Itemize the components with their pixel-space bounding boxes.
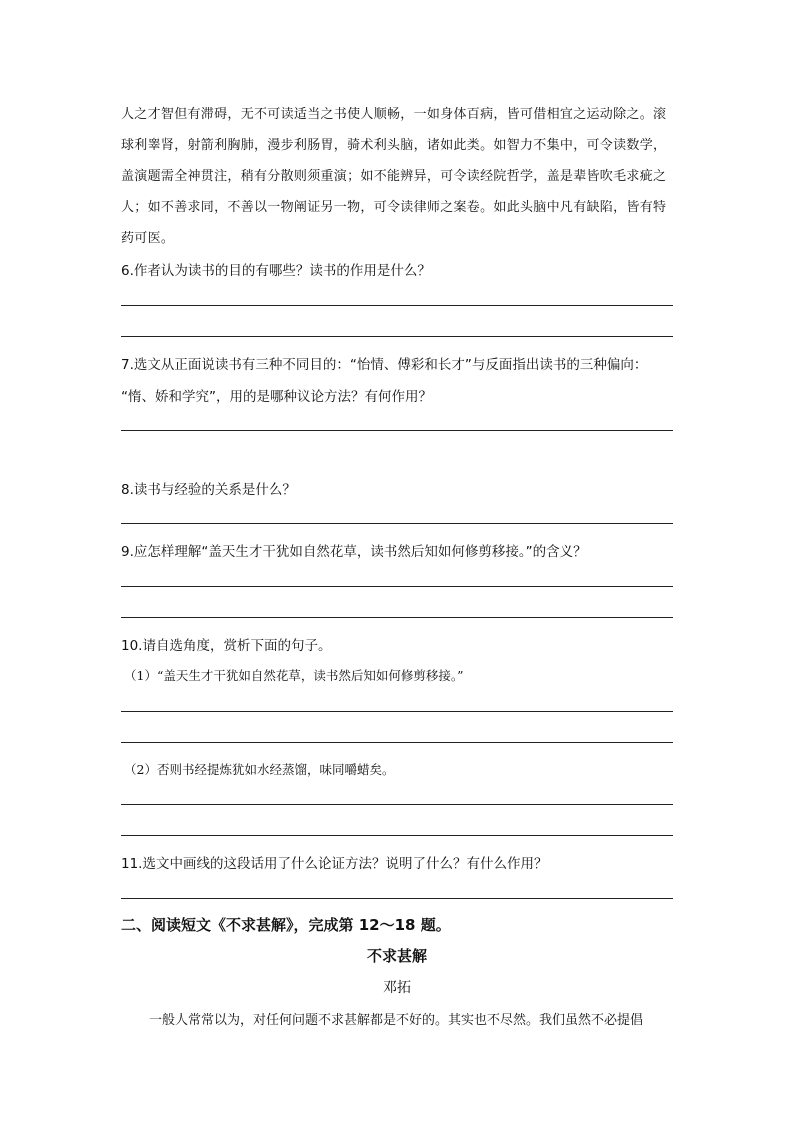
answer-line bbox=[121, 430, 673, 431]
question-9: 9.应怎样理解“盖天生才干犹如自然花草，读书然后知如何修剪移接。”的含义？ bbox=[121, 544, 587, 560]
question-10: 10.请自选角度，赏析下面的句子。 bbox=[121, 638, 332, 654]
answer-line bbox=[121, 586, 673, 587]
question-7-line-2: “惰、娇和学究”，用的是哪种议论方法？有何作用？ bbox=[121, 389, 432, 405]
answer-line bbox=[121, 523, 673, 524]
question-7-line-1: 7.选文从正面说读书有三种不同目的：“怡情、傅彩和长才”与反面指出读书的三种偏向： bbox=[121, 357, 648, 373]
answer-line bbox=[121, 898, 673, 899]
article-title: 不求甚解 bbox=[366, 947, 427, 965]
passage-text: 人之才智但有滞碍，无不可读适当之书使人顺畅，一如身体百病，皆可借相宜之运动除之。滚球利睾肾，射箭利胸肺，漫步利肠胃，骑术利头脑，诸如此类。如智力不集中，可令读数学，盖演题需全神贯注，稍有分散则须重演；如不能辨异，可令读经院哲学，盖是辈皆吹毛求疵之人；如不善求同，不善以一物阐证另一物，可令读律师之案卷。如此头脑中凡有缺陷，皆有特药可医。 bbox=[121, 107, 667, 246]
question-8: 8.读书与经验的关系是什么？ bbox=[121, 482, 296, 498]
question-6: 6.作者认为读书的目的有哪些？读书的作用是什么？ bbox=[121, 263, 431, 279]
answer-line bbox=[121, 804, 673, 805]
answer-line bbox=[121, 742, 673, 743]
article-author: 邓拓 bbox=[383, 980, 411, 996]
answer-line bbox=[121, 617, 673, 618]
section-heading: 二、阅读短文《不求甚解》，完成第 12～18 题。 bbox=[121, 916, 451, 934]
answer-line bbox=[121, 711, 673, 712]
answer-line bbox=[121, 305, 673, 306]
article-first-line: 一般人常常以为，对任何问题不求甚解都是不好的。其实也不尽然。我们虽然不必提倡 bbox=[149, 1013, 644, 1028]
question-10-sentence-2: （2）否则书经提炼犹如水经蒸馏，味同嚼蜡矣。 bbox=[124, 762, 395, 777]
answer-line bbox=[121, 835, 673, 836]
question-11: 11.选文中画线的这段话用了什么论证方法？说明了什么？有什么作用？ bbox=[121, 856, 548, 872]
answer-line bbox=[121, 336, 673, 337]
question-10-sentence-1: （1）“盖天生才干犹如自然花草，读书然后知如何修剪移接。” bbox=[124, 668, 464, 683]
